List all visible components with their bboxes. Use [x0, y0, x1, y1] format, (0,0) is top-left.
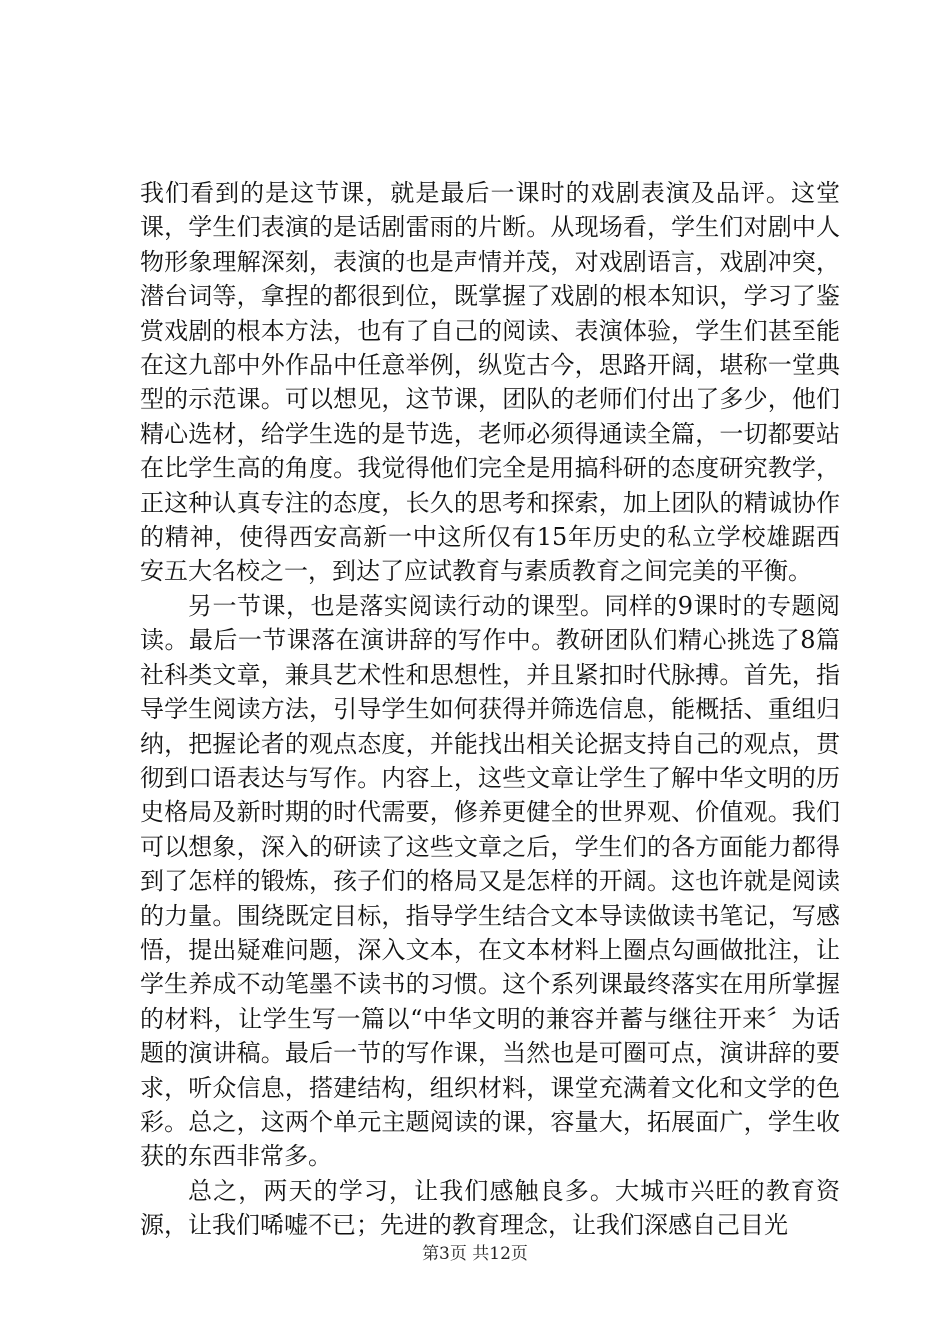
- page-footer: 第3页 共12页: [422, 1244, 528, 1264]
- paragraph-2: 另一节课，也是落实阅读行动的课型。同样的9课时的专题阅读。最后一节课落在演讲辞的写作中。教研团队们精心挑选了8篇社科类文章，兼具艺术性和思想性，并且紧扣时代脉搏。首先，指导学生阅读方法，引导学生如何获得并筛选信息，能概括、重组归纳，把握论者的观点态度，并能找出相关论据支持自己的观点，贯彻到口语表达与写作。内容上，这些文章让学生了解中华文明的历史格局及新时期的时代需要，修养更健全的世界观、价值观。我们可以想象，深入的研读了这些文章之后，学生们的各方面能力都得到了怎样的锻炼，孩子们的格局又是怎样的开阔。这也许就是阅读的力量。围绕既定目标，指导学生结合文本导读做读书笔记，写感悟，提出疑难问题，深入文本，在文本材料上圈点勾画做批注，让学生养成不动笔墨不读书的习惯。这个系列课最终落实在用所掌握的材料，让学生写一篇以“中华文明的兼容并蓄与继往开来〞为话题的演讲稿。最后一节的写作课，当然也是可圈可点，演讲辞的要求，听众信息，搭建结构，组织材料，课堂充满着文化和文学的色彩。总之，这两个单元主题阅读的课，容量大，拓展面广，学生收获的东西非常多。: [140, 591, 840, 1171]
- body-text: [140, 176, 840, 1243]
- paragraph-3: 总之，两天的学习，让我们感触良多。大城市兴旺的教育资源，让我们唏嘘不已；先进的教育理念，让我们深感自己目光: [140, 1176, 840, 1240]
- paragraph-1: 我们看到的是这节课，就是最后一课时的戏剧表演及品评。这堂课，学生们表演的是话剧雷雨的片断。从现场看，学生们对剧中人物形象理解深刻，表演的也是声情并茂，对戏剧语言，戏剧冲突，潜台词等，拿捏的都很到位，既掌握了戏剧的根本知识，学习了鉴赏戏剧的根本方法，也有了自己的阅读、表演体验，学生们甚至能在这九部中外作品中任意举例，纵览古今，思路开阔，堪称一堂典型的示范课。可以想见，这节课，团队的老师们付出了多少，他们精心选材，给学生选的是节选，老师必须得通读全篇，一切都要站在比学生高的角度。我觉得他们完全是用搞科研的态度研究教学，正这种认真专注的态度，长久的思考和探索，加上团队的精诚协作的精神，使得西安高新一中这所仅有15年历史的私立学校雄踞西安五大名校之一，到达了应试教育与素质教育之间完美的平衡。: [140, 179, 840, 586]
